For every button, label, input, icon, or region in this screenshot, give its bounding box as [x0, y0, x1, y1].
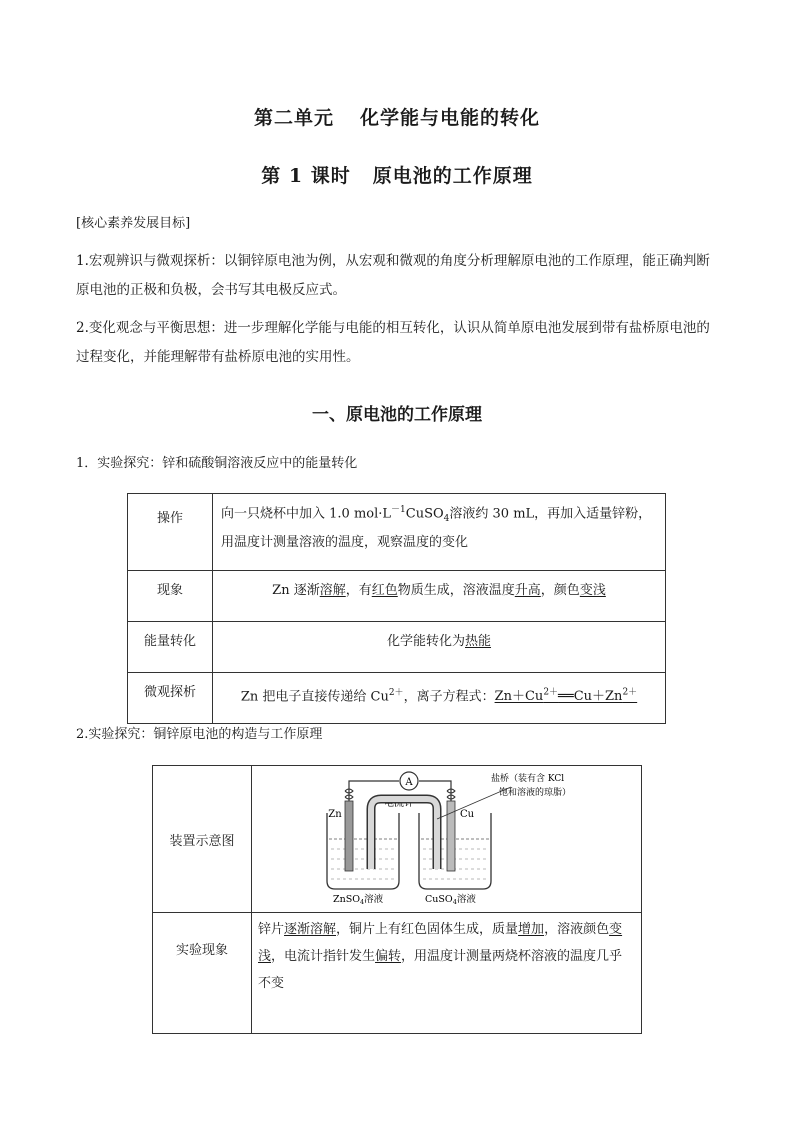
left-beaker	[327, 813, 399, 889]
left-solution-label: ZnSO$_4$溶液	[332, 894, 383, 905]
table-row	[128, 571, 666, 622]
table-row	[128, 673, 666, 724]
operation-text: 向一只烧杯中加入 1.0 $mol\cdot L^{-1}CuSO_4$溶液约 30 mL，再加入适量锌粉，用温度计测量溶液的温度，观察温度的变化	[213, 494, 666, 571]
unit-title	[0, 103, 794, 130]
experiment-1-title: 1．实验探究：锌和硫酸铜溶液反应中的能量转化	[76, 456, 358, 471]
table-row	[128, 494, 666, 571]
salt-bridge-label-2: 饱和溶液的琼脂）	[498, 788, 571, 798]
goal-1: 1.宏观辨识与微观探析：以铜锌原电池为例，从宏观和微观的角度分析理解原电池的工作原理，能正确判断原电池的正极和负极，会书写其电极反应式。	[76, 253, 710, 298]
ionic-equation: $Zn+Cu^{2+}══Cu+Zn^{2+}$	[494, 688, 638, 705]
diagram-label: 装置示意图	[153, 766, 252, 913]
experiment-2-table	[152, 765, 642, 1034]
meter-label: 电流计	[383, 798, 414, 809]
section-heading: 一、原电池的工作原理	[312, 405, 482, 425]
lesson-name: 原电池的工作原理	[372, 165, 533, 187]
energy-label: 能量转化	[128, 622, 213, 673]
micro-label: 微观探析	[128, 673, 213, 724]
lesson-title	[0, 161, 794, 188]
unit-name: 化学能与电能的转化	[360, 107, 541, 129]
right-solution-label: CuSO$_4$溶液	[424, 894, 476, 905]
micro-text: Zn 把电子直接传递给 $Cu^{2+}$，离子方程式：$Zn+Cu^{2+}══Cu+Zn^{2+}$	[213, 673, 666, 724]
goals-tag: [核心素养发展目标]	[76, 216, 191, 231]
lesson-number: 第 1 课时	[261, 165, 351, 187]
table-row	[153, 766, 642, 913]
table-row	[128, 622, 666, 673]
table-row	[153, 913, 642, 1034]
galvanic-cell-diagram	[321, 769, 573, 905]
experiment-2-title: 2.实验探究：铜锌原电池的构造与工作原理	[76, 727, 323, 742]
operation-label: 操作	[128, 494, 213, 571]
energy-text: 化学能转化为热能	[213, 622, 666, 673]
goal-2: 2.变化观念与平衡思想：进一步理解化学能与电能的相互转化，认识从简单原电池发展到带有盐桥原电池的过程变化，并能理解带有盐桥原电池的实用性。	[76, 320, 710, 365]
zinc-electrode	[345, 801, 353, 871]
zn-label: Zn	[327, 809, 342, 820]
cu-label: Cu	[459, 809, 474, 820]
phenomenon-text: Zn 逐渐溶解，有红色物质生成，溶液温度升高，颜色变浅	[213, 571, 666, 622]
unit-number: 第二单元	[253, 107, 334, 129]
phenomenon-label: 现象	[128, 571, 213, 622]
ammeter-symbol: A	[404, 777, 413, 788]
observation-label: 实验现象	[153, 913, 252, 1034]
diagram-cell	[252, 766, 642, 913]
observation-text: 锌片逐渐溶解，铜片上有红色固体生成，质量增加，溶液颜色变浅，电流计指针发生偏转，用温度计测量两烧杯溶液的温度几乎不变	[252, 913, 642, 1034]
experiment-1-table	[127, 493, 666, 724]
salt-bridge-label-1: 盐桥（装有含 KCl	[490, 774, 564, 784]
salt-bridge	[371, 799, 437, 869]
